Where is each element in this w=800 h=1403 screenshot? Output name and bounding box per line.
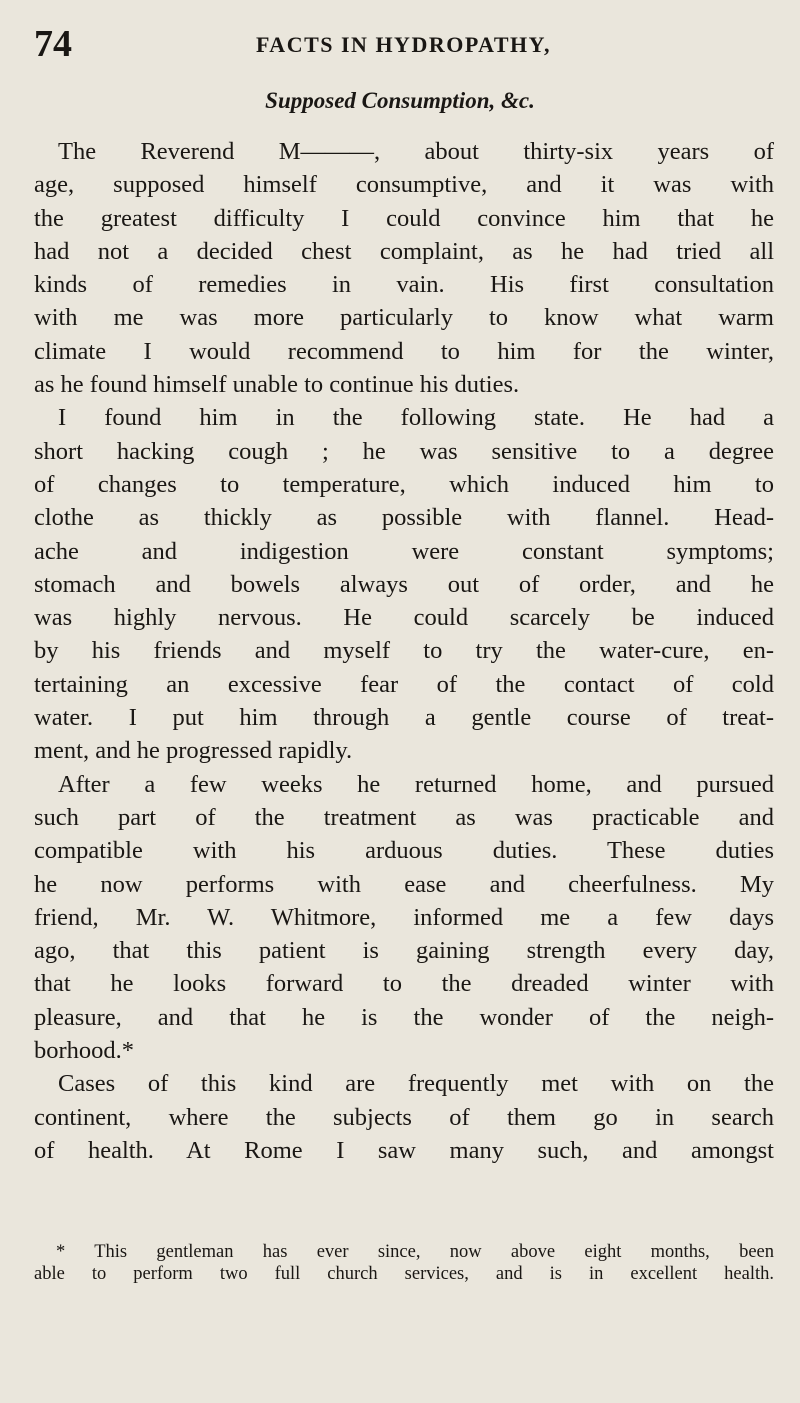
text-line: of changes to temperature, which induced him to <box>34 470 774 498</box>
text-line: the greatest difficulty I could convince him that he <box>34 204 774 232</box>
text-line: such part of the treatment as was practicable and <box>34 803 774 831</box>
text-line: clothe as thickly as possible with flannel. Head- <box>34 504 774 532</box>
text-line: I found him in the following state. He had a <box>58 404 774 432</box>
text-line: After a few weeks he returned home, and pursued <box>58 770 774 798</box>
text-line: water. I put him through a gentle course of treat- <box>34 704 774 732</box>
page-number: 74 <box>34 23 72 65</box>
text-line: that he looks forward to the dreaded winter with <box>34 970 774 998</box>
running-head: FACTS IN HYDROPATHY, <box>256 32 552 57</box>
text-line: as he found himself unable to continue his duties. <box>34 371 520 399</box>
text-line: had not a decided chest complaint, as he had tried all <box>34 237 774 265</box>
footnote-line: able to perform two full church services, and is in excellent health. <box>34 1264 774 1284</box>
text-line: kinds of remedies in vain. His first consultation <box>34 271 774 299</box>
text-line: of health. At Rome I saw many such, and amongst <box>34 1136 774 1164</box>
text-line: ment, and he progressed rapidly. <box>34 737 353 765</box>
text-line: he now performs with ease and cheerfulness. My <box>34 870 774 898</box>
text-line: by his friends and myself to try the water-cure, en- <box>34 637 774 665</box>
text-line: tertaining an excessive fear of the contact of cold <box>34 670 774 698</box>
footnote-line: * This gentleman has ever since, now above eight months, been <box>56 1242 774 1262</box>
text-line: borhood.* <box>34 1037 135 1065</box>
text-line: pleasure, and that he is the wonder of the neigh- <box>34 1003 774 1031</box>
text-line: stomach and bowels always out of order, and he <box>34 570 774 598</box>
text-line: ago, that this patient is gaining strength every day, <box>34 937 774 965</box>
footnote <box>34 1241 774 1285</box>
text-line: The Reverend M———, about thirty-six years of <box>58 138 774 165</box>
text-line: was highly nervous. He could scarcely be induced <box>34 604 774 632</box>
page-header <box>34 24 774 64</box>
section-heading: Supposed Consumption, &c. <box>265 88 535 113</box>
text-line: climate I would recommend to him for the winter, <box>34 337 774 365</box>
text-line: ache and indigestion were constant symptoms; <box>34 537 774 565</box>
text-line: compatible with his arduous duties. These duties <box>34 837 774 865</box>
body-text <box>34 135 774 1167</box>
text-line: short hacking cough ; he was sensitive to a degree <box>34 437 774 465</box>
text-line: continent, where the subjects of them go in search <box>34 1103 774 1131</box>
text-line: Cases of this kind are frequently met with on the <box>58 1070 774 1098</box>
text-line: friend, Mr. W. Whitmore, informed me a few days <box>34 903 774 931</box>
text-line: with me was more particularly to know what warm <box>34 304 774 332</box>
text-line: age, supposed himself consumptive, and it was with <box>34 171 774 199</box>
